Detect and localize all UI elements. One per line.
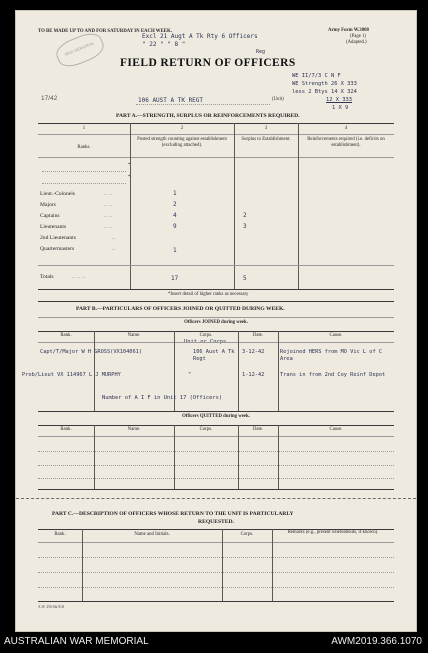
joined-title: Officers JOINED during week. <box>184 320 248 325</box>
part-c-col-corps: Corps. <box>240 532 254 537</box>
col-num-2: 2 <box>180 126 184 131</box>
quitted-col-date: Date. <box>252 427 264 432</box>
joined-cause: Trans in from 2nd Coy Reinf Depot <box>280 372 386 378</box>
col-num-3: 3 <box>264 126 268 131</box>
joined-cause: Rejoined HERS from MO Vic L of C Area <box>280 349 383 362</box>
part-c-heading-line-1: PART C.—DESCRIPTION OF OFFICERS WHOSE RETURN TO THE UNIT IS PARTICULARLY <box>52 511 294 517</box>
col-head-posted: Posted strength counting against establishment (excluding attached). <box>137 137 227 148</box>
joined-date: 3-12-42 <box>242 349 265 355</box>
posted-value: 9 <box>173 223 177 230</box>
joined-col-corps: Corps. <box>199 333 213 338</box>
form-page: (Page 1) <box>350 34 367 39</box>
memorial-stamp: WAR MEMORIAL <box>53 29 107 71</box>
rank-label: Lieutenants <box>40 224 67 230</box>
col-head-surplus: Surplus to Establishment. <box>241 137 291 142</box>
surplus-value: 2 <box>243 212 247 219</box>
part-c-col-remarks: Remarks (e.g., present whereabouts, if known). <box>287 530 379 535</box>
joined-col-cause: Cause. <box>329 333 343 338</box>
part-c-col-rank: Rank. <box>54 532 66 537</box>
part-a-heading: PART A.—STRENGTH, SURPLUS OR REINFORCEMENTS REQUIRED. <box>116 113 300 119</box>
form-number: Army Form W.3008 <box>328 28 369 33</box>
surplus-value: 3 <box>243 223 247 230</box>
posted-value: 1 <box>173 190 177 197</box>
total-surplus: 5 <box>243 275 247 282</box>
part-c-col-name: Name and Initials. <box>134 532 170 537</box>
joined-col-rank: Rank. <box>60 333 72 338</box>
quitted-col-cause: Cause. <box>329 427 343 432</box>
footer-institution: AUSTRALIAN WAR MEMORIAL <box>4 636 149 647</box>
typed-note-line-3: Reg <box>256 49 266 55</box>
form-adapted: (Adapted.) <box>346 40 367 45</box>
typed-strength-2: less 2 Btys 14 X 324 <box>292 89 357 95</box>
col-head-reinforcements: Reinforcements required (i.e. deficits on establishment). <box>307 137 385 148</box>
pencil-mark: 17/42 <box>41 95 58 102</box>
quitted-col-corps: Corps. <box>199 427 213 432</box>
part-b-heading: PART B.—PARTICULARS OF OFFICERS JOINED OR QUITTED DURING WEEK. <box>76 306 285 312</box>
rank-label: 2nd Lieutenants <box>40 235 76 241</box>
document-sheet: TO BE MADE UP TO AND FOR SATURDAY IN EACH WEEK. Army Form W.3008 (Page 1) (Adapted.) WAR MEMORIAL Excl 21 Augt A Tk Rty 6 Officers " 22 " " 8 " Reg FIELD RETURN OF OFFICERS WE II/7/3 C N F WE Strength 26 X 333 less 2 Btys 14 X 324 12 X 333 1 X 9 17/42 106 AUST A TK REGT (Unit) PART A.—STRENGTH, SURPLUS OR REINFORCEMENTS REQUIRED. 1 2 3 4 Ranks. Posted strength counting against establishment (excluding attached). Surplus to Establishment. Reinforcements required (i.e. deficits on establishment). * * Lieut.-Colonels 1 Majors 2 Captains 4 2 Lieutenants 9 3 2nd Lieutenants Quartermasters 1 ... ... ... ... ... ... ... ... ... ... Totals ... ... ... 17 5 *Insert detail of higher ranks as necessary PART B.—PARTICULARS OF OFFICERS JOINED OR QUITTED DURING WEEK. Officers JOINED during week. Rank. Name. Corps. Date. Cause. Unit or Corps Capt/T/Major W H GROSS(VX104061) 106 Aust A Tk Regt 3-12-42 Rejoined HERS from MO Vic L of C Area Prob/Lieut VX 114967 L J MURPHY " 1-12-42 Trans in from 2nd Coy Reinf Depot Number of A I F in Unit 17 (Officers) Officers QUITTED during week. Rank. Name. Corps. Date. Cause. PART C.—DESCRIPTION OF OFFICERS WHOSE RETURN TO THE UNIT IS PARTICULARLY REQUESTED. Rank. Name and Initials. Corps. Remarks (e.g., present whereabouts, if known). A.W. 256 Sht 8/41 <box>15 10 417 632</box>
part-a-note: *Insert detail of higher ranks as necessary <box>168 292 249 297</box>
joined-rank-name: Capt/T/Major W H GROSS(VX104061) <box>40 349 143 355</box>
joined-corps: " <box>188 372 192 378</box>
col-num-4: 4 <box>344 126 348 131</box>
instruction-text: TO BE MADE UP TO AND FOR SATURDAY IN EACH WEEK. <box>38 29 172 34</box>
total-posted: 17 <box>171 275 179 282</box>
joined-corps: 106 Aust A Tk Regt <box>193 349 235 362</box>
quitted-title: Officers QUITTED during week. <box>182 414 250 419</box>
perforation-line <box>16 498 416 499</box>
joined-date: 1-12-42 <box>242 372 265 378</box>
unit-name: 106 AUST A TK REGT <box>138 97 204 104</box>
totals-label: Totals <box>40 274 54 280</box>
corps-note: Unit or Corps <box>184 339 227 345</box>
typed-strength-1: WE Strength 26 X 333 <box>292 81 357 87</box>
rank-label: Captains <box>40 213 60 219</box>
typed-note-line-2: " 22 " " 8 " <box>142 41 186 48</box>
rank-label: Lieut.-Colonels <box>40 191 75 197</box>
typed-strength-4: 1 X 9 <box>332 105 349 111</box>
posted-value: 1 <box>173 247 177 254</box>
posted-value: 2 <box>173 201 177 208</box>
form-title: FIELD RETURN OF OFFICERS <box>120 57 296 69</box>
part-c-heading-line-2: REQUESTED. <box>198 519 234 525</box>
typed-wee: WE II/7/3 C N F <box>292 73 341 79</box>
col-num-1: 1 <box>82 126 86 131</box>
posted-value: 4 <box>173 212 177 219</box>
typed-strength-3: 12 X 333 <box>326 97 352 103</box>
joined-rank-name: Prob/Lieut VX 114967 L J MURPHY <box>22 372 121 378</box>
col-head-ranks: Ranks. <box>77 145 91 150</box>
number-in-unit: Number of A I F in Unit 17 (Officers) <box>102 395 223 401</box>
print-code: A.W. 256 Sht 8/41 <box>38 605 65 609</box>
joined-col-date: Date. <box>252 333 264 338</box>
typed-note-line-1: Excl 21 Augt A Tk Rty 6 Officers <box>142 33 258 40</box>
footer-accession-number: AWM2019.366.1070 <box>331 636 422 647</box>
quitted-col-name: Name. <box>127 427 141 432</box>
rank-label: Majors <box>40 202 56 208</box>
unit-label: (Unit) <box>272 97 284 102</box>
quitted-col-rank: Rank. <box>60 427 72 432</box>
joined-col-name: Name. <box>127 333 141 338</box>
rank-label: Quartermasters <box>40 246 75 252</box>
